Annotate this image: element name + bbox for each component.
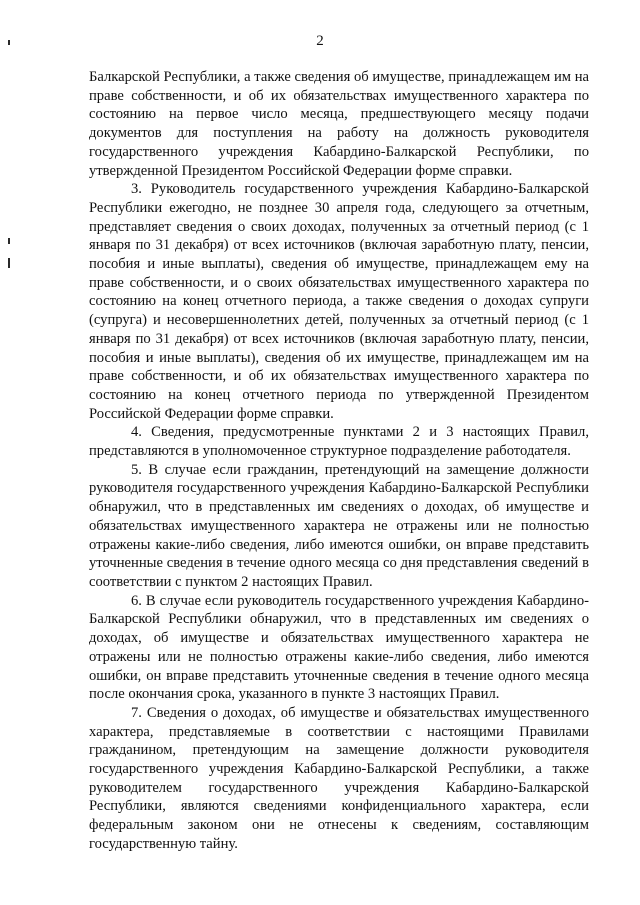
left-margin-mark — [8, 258, 10, 268]
paragraph-item-6: 6. В случае если руководитель государственного учреждения Кабардино-Балкарской Республики обнаружил, что в представленных им сведениях о доходах, об имуществе и обязательствах имущественного характера не отражены или не полностью отражены какие-либо сведения, либо имеются ошибки, он вправе представить уточненные сведения в течение одного месяца после окончания срока, указанного в пункте 3 настоящих Правил. — [89, 592, 589, 703]
left-margin-mark — [8, 238, 10, 244]
paragraph-item-7: 7. Сведения о доходах, об имуществе и обязательствах имущественного характера, представляемые в соответствии с настоящими Правилами гражданином, претендующим на замещение должности руководителя государственного учреждения Кабардино-Балкарской Республики, а также руководителем государственного учреждения Кабардино-Балкарской Республики, являются сведениями конфиденциального характера, если федеральным законом они не отнесены к сведениям, составляющим государственную тайну. — [89, 704, 589, 852]
document-body — [89, 68, 589, 854]
paragraph-item-3: 3. Руководитель государственного учреждения Кабардино-Балкарской Республики ежегодно, не позднее 30 апреля года, следующего за отчетным, представляет сведения о своих доходах, полученных за отчетный период (с 1 января по 31 декабря) от всех источников (включая заработную плату, пенсии, пособия и иные выплаты), сведения об имуществе, принадлежащем ему на праве собственности, и о своих обязательствах имущественного характера по состоянию на конец отчетного периода, а также сведения о доходах супруги (супруга) и несовершеннолетних детей, полученных за отчетный период (с 1 января по 31 декабря) от всех источников (включая заработную плату, пенсии, пособия и иные выплаты), сведения об их имуществе, принадлежащем им на праве собственности, и об их обязательствах имущественного характера по состоянию на конец отчетного периода по утвержденной Президентом Российской Федерации форме справки. — [89, 181, 589, 422]
left-margin-mark — [8, 40, 10, 45]
paragraph-item-4: 4. Сведения, предусмотренные пунктами 2 и 3 настоящих Правил, представляются в уполномоченное структурное подразделение работодателя. — [89, 424, 589, 460]
paragraph-continuation: Балкарской Республики, а также сведения об имуществе, принадлежащем им на праве собственности, и об их обязательствах имущественного характера по состоянию на первое число месяца, предшествующего месяцу подачи документов для поступления на работу на должность руководителя государственного учреждения Кабардино-Балкарской Республики, по утвержденной Президентом Российской Федерации форме справки. — [89, 69, 589, 179]
page-number: 2 — [316, 33, 324, 49]
paragraph-item-5: 5. В случае если гражданин, претендующий на замещение должности руководителя государственного учреждения Кабардино-Балкарской Республики обнаружил, что в представленных им сведениях о доходах, об имуществе и обязательствах имущественного характера не отражены или не полностью отражены какие-либо сведения, либо имеются ошибки, он вправе представить уточненные сведения в течение одного месяца со дня представления сведений в соответствии с пунктом 2 настоящих Правил. — [89, 461, 589, 590]
